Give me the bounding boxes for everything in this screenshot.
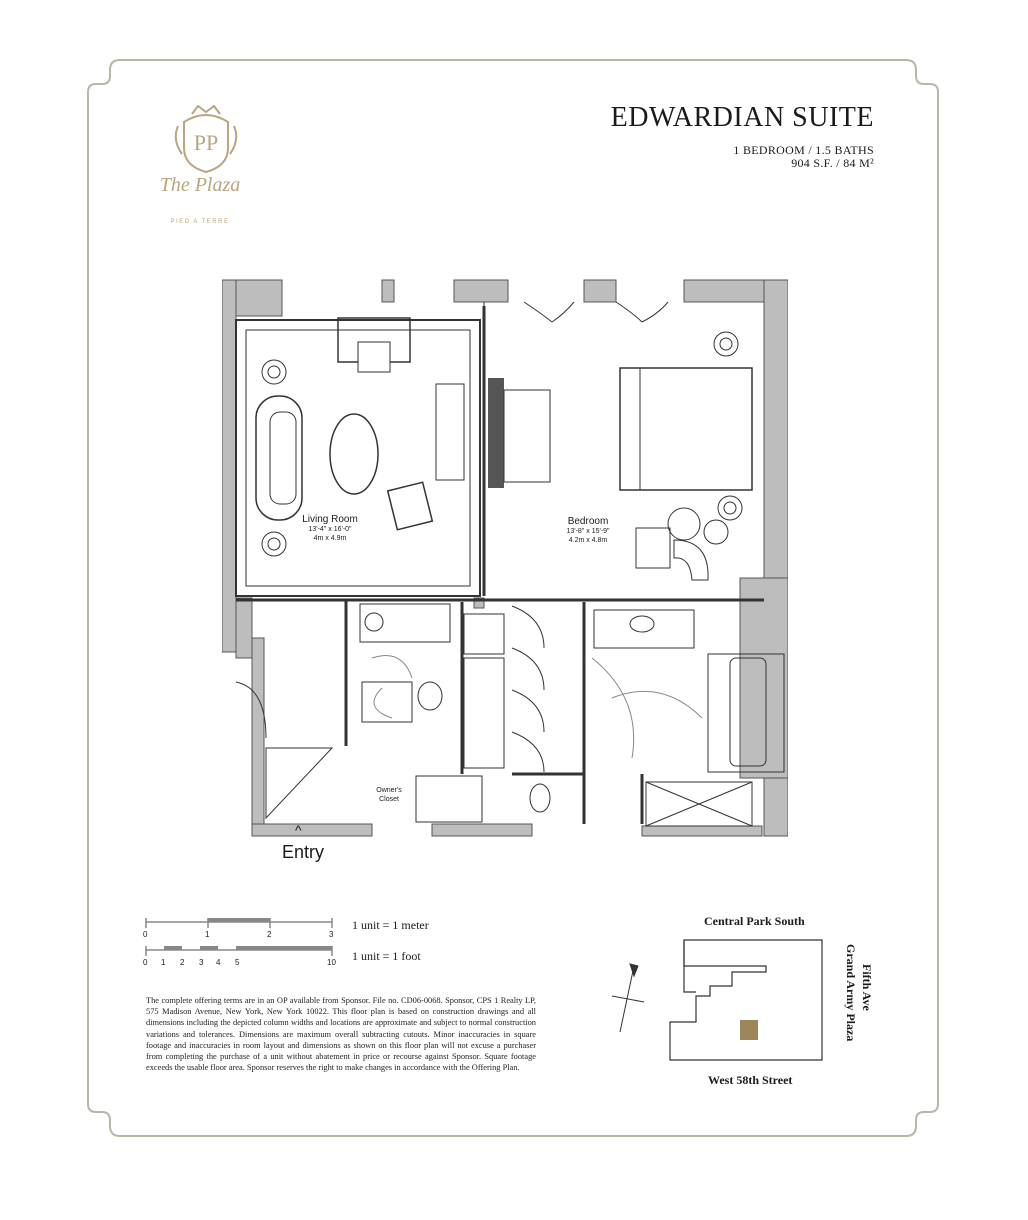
unit-location-marker: [740, 1020, 758, 1040]
bedrooms-baths: 1 BEDROOM / 1.5 BATHS: [733, 143, 874, 157]
plaza-logo-script: The Plaza: [159, 174, 241, 196]
foot-scale-label: 1 unit = 1 foot: [352, 949, 421, 963]
foot-tick-1: 1: [161, 958, 166, 967]
meter-tick-0: 0: [143, 930, 148, 939]
street-east-label-1: Grand Army Plaza: [844, 944, 858, 1042]
owners-closet-label: [366, 786, 412, 804]
foot-tick-2: 2: [180, 958, 185, 967]
suite-area: 904 S.F. / 84 M²: [791, 156, 874, 170]
meter-tick-1: 1: [205, 930, 210, 939]
living-room-dim-m: 4m x 4.9m: [313, 535, 347, 542]
closet-line-1: Owner's: [376, 787, 402, 794]
meter-tick-3: 3: [329, 930, 334, 939]
meter-tick-2: 2: [267, 930, 272, 939]
entry-arrow-icon: ^: [295, 822, 302, 838]
living-room-name: Living Room: [302, 514, 358, 525]
suite-title: EDWARDIAN SUITE: [610, 102, 874, 133]
street-south-label: West 58th Street: [708, 1073, 793, 1087]
scale-bars: [140, 912, 340, 972]
living-room-label: [280, 514, 380, 543]
floor-plan: [222, 278, 788, 838]
foot-tick-4: 4: [216, 958, 221, 967]
living-room-dim-ft: 13'-4" x 16'-0": [308, 526, 352, 533]
street-north-label: Central Park South: [704, 914, 805, 928]
plaza-crest-logo: [170, 104, 242, 176]
svg-text:PP: PP: [193, 130, 219, 155]
street-east-label-2: Fifth Ave: [860, 964, 874, 1011]
foot-tick-10: 10: [327, 958, 336, 967]
foot-tick-0: 0: [143, 958, 148, 967]
bedroom-label: [538, 516, 638, 545]
closet-line-2: Closet: [379, 796, 399, 803]
bedroom-dim-m: 4.2m x 4.8m: [568, 537, 608, 544]
entry-label: Entry: [282, 842, 325, 862]
bedroom-dim-ft: 13'-8" x 15'-9": [566, 528, 610, 535]
legal-disclaimer: The complete offering terms are in an OP available from Sponsor. File no. CD06-0068. Sponsor, CPS 1 Realty LP, 575 Madison Avenue, New York, New York 10022. This floor plan is based on construction drawings and all dimensions including the depicted column widths and locations are approximate and subject to normal construction variations and tolerances. Dimensions are maximum overall subtracting cutouts. Minor inaccuracies in square footage and inaccuracies in room layout and dimensions as shown on this floor plan will not excuse a purchaser from completing the purchase of a unit without abatement in price or recourse against Sponsor. Square footage exceeds the usable floor area. Sponsor reserves the right to make changes in accordance with the Offering Plan.: [146, 996, 536, 1073]
foot-tick-3: 3: [199, 958, 204, 967]
key-plan: [600, 936, 840, 1070]
plaza-logo-tagline: PIED A TERRE: [170, 219, 230, 225]
meter-scale-label: 1 unit = 1 meter: [352, 918, 429, 932]
bedroom-name: Bedroom: [567, 516, 609, 527]
foot-tick-5: 5: [235, 958, 240, 967]
